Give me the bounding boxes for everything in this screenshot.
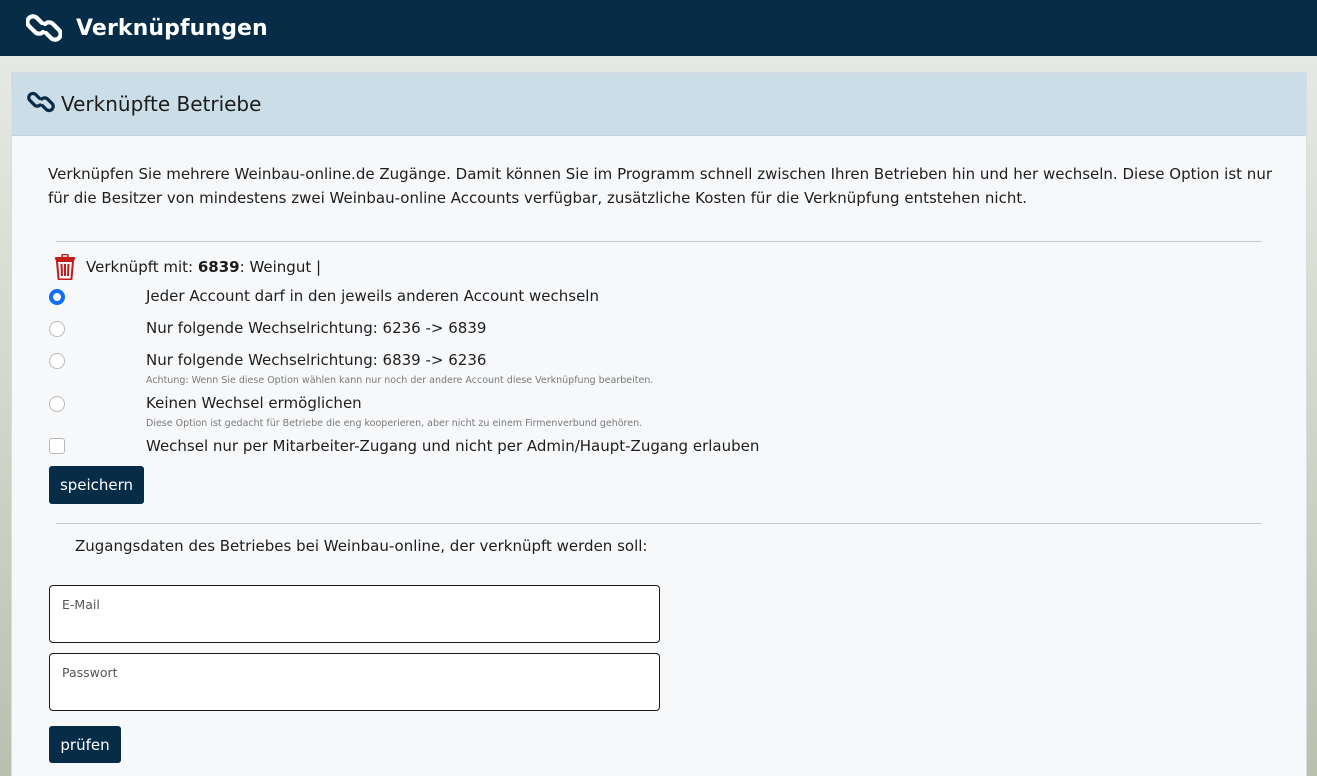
- card-title: Verknüpfte Betriebe: [61, 92, 262, 116]
- option-label: Nur folgende Wechselrichtung: 6839 -> 6236: [146, 351, 487, 369]
- app-title: Verknüpfungen: [76, 15, 268, 41]
- checkbox-employee-only[interactable]: [49, 438, 65, 454]
- radio-both-directions[interactable]: [49, 289, 65, 305]
- email-label: E-Mail: [62, 597, 100, 612]
- password-input[interactable]: [62, 684, 647, 706]
- option-label: Nur folgende Wechselrichtung: 6236 -> 6839: [146, 319, 487, 337]
- option-note: Achtung: Wenn Sie diese Option wählen kann nur noch der andere Account diese Verknüpfung bearbeiten.: [146, 375, 654, 386]
- linked-company-name: : Weingut |: [239, 258, 322, 276]
- trash-icon[interactable]: [52, 253, 78, 281]
- password-field[interactable]: [49, 653, 660, 711]
- linked-company-row: [52, 253, 321, 281]
- linked-prefix: Verknüpft mit:: [86, 258, 198, 276]
- radio-direction-6236-6839[interactable]: [49, 321, 65, 337]
- email-input[interactable]: [62, 616, 647, 638]
- radio-direction-6839-6236[interactable]: [49, 353, 65, 369]
- option-label: Keinen Wechsel ermöglichen: [146, 394, 362, 412]
- option-note: Diese Option ist gedacht für Betriebe die eng kooperieren, aber nicht zu einem Firmenverbund gehören.: [146, 418, 643, 429]
- email-field[interactable]: [49, 585, 660, 643]
- card-header: [12, 73, 1306, 136]
- link-icon: [26, 13, 62, 43]
- linked-company-id: 6839: [197, 258, 240, 276]
- intro-text: Verknüpfen Sie mehrere Weinbau-online.de Zugänge. Damit können Sie im Programm schnell zwischen Ihren Betrieben hin und her wechseln. Diese Option ist nur für die Besitzer von mindestens zwei Weinbau-online Accounts verfügbar, zusätzliche Kosten für die Verknüpfung entstehen nicht.: [48, 165, 1272, 207]
- password-label: Passwort: [62, 665, 118, 680]
- save-button[interactable]: speichern: [49, 466, 144, 504]
- option-label: Jeder Account darf in den jeweils anderen Account wechseln: [146, 287, 599, 305]
- check-button[interactable]: prüfen: [49, 726, 121, 763]
- radio-no-switch[interactable]: [49, 396, 65, 412]
- divider: [56, 241, 1262, 242]
- checkbox-label: Wechsel nur per Mitarbeiter-Zugang und nicht per Admin/Haupt-Zugang erlauben: [146, 437, 760, 455]
- linked-company-label: [86, 258, 321, 276]
- link-icon: [27, 91, 55, 117]
- linked-companies-card: [11, 72, 1307, 776]
- divider: [56, 523, 1262, 524]
- new-link-title: Zugangsdaten des Betriebes bei Weinbau-online, der verknüpft werden soll:: [75, 537, 648, 555]
- app-header: [0, 0, 1317, 56]
